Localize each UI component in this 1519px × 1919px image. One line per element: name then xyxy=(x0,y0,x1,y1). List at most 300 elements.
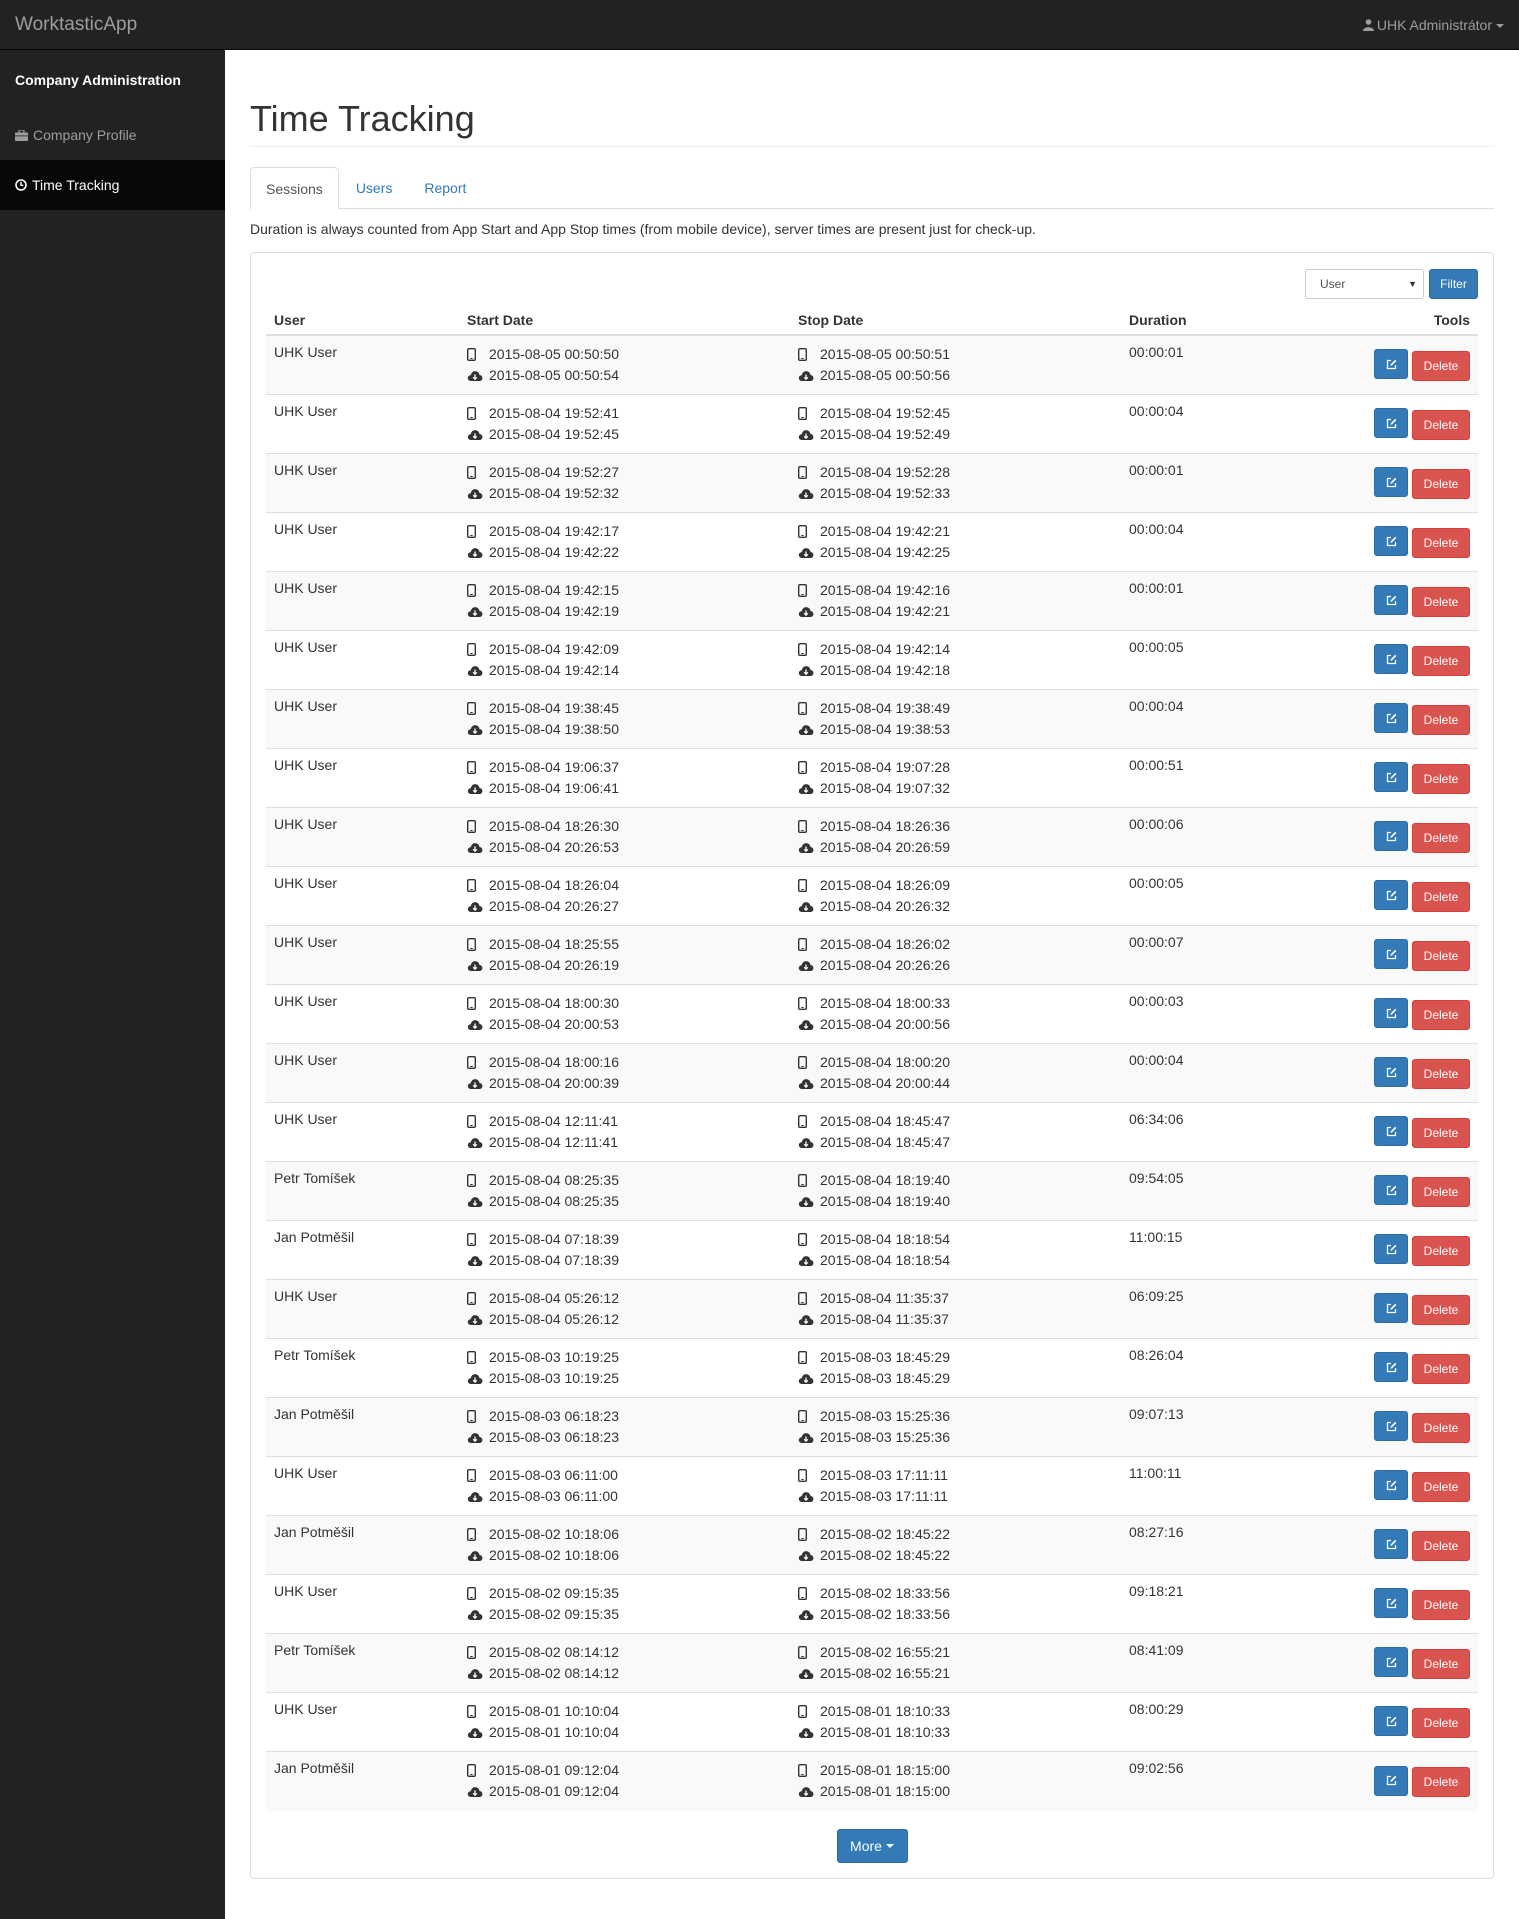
cell-start-date xyxy=(459,1693,790,1752)
cell-stop-date xyxy=(790,1398,1121,1457)
mobile-icon xyxy=(798,1587,820,1600)
delete-button[interactable]: Delete xyxy=(1412,1531,1470,1561)
delete-button[interactable]: Delete xyxy=(1412,528,1470,558)
delete-button[interactable]: Delete xyxy=(1412,1000,1470,1030)
cell-duration: 00:00:05 xyxy=(1121,631,1301,690)
start-app-time: 2015-08-04 12:11:41 xyxy=(489,1113,618,1129)
cell-tools xyxy=(1301,1457,1478,1516)
delete-button[interactable]: Delete xyxy=(1412,1354,1470,1384)
edit-icon xyxy=(1386,595,1397,606)
cloud-download-icon xyxy=(798,1432,820,1444)
stop-app-time: 2015-08-04 19:07:28 xyxy=(820,759,950,775)
cloud-download-icon xyxy=(798,1373,820,1385)
delete-button[interactable]: Delete xyxy=(1412,410,1470,440)
edit-button[interactable] xyxy=(1374,998,1408,1028)
cloud-download-icon xyxy=(798,1078,820,1090)
mobile-icon xyxy=(798,1469,820,1482)
cell-tools xyxy=(1301,1575,1478,1634)
sidebar-item-company-profile[interactable] xyxy=(0,110,225,160)
mobile-icon xyxy=(798,1174,820,1187)
cloud-download-icon xyxy=(467,1373,489,1385)
start-server-time: 2015-08-03 10:19:25 xyxy=(489,1370,619,1386)
table-row xyxy=(266,1634,1478,1693)
cell-tools xyxy=(1301,335,1478,395)
cloud-download-icon xyxy=(467,429,489,441)
stop-server-time: 2015-08-04 19:42:25 xyxy=(820,544,950,560)
edit-button[interactable] xyxy=(1374,1057,1408,1087)
table-row xyxy=(266,335,1478,395)
caret-down-icon xyxy=(886,1844,894,1848)
delete-button[interactable]: Delete xyxy=(1412,1649,1470,1679)
mobile-icon xyxy=(467,1056,489,1069)
table-row xyxy=(266,1752,1478,1811)
cell-tools xyxy=(1301,985,1478,1044)
mobile-icon xyxy=(798,1705,820,1718)
cloud-download-icon xyxy=(467,1314,489,1326)
mobile-icon xyxy=(798,702,820,715)
filter-button[interactable]: Filter xyxy=(1429,269,1478,299)
cell-duration: 00:00:05 xyxy=(1121,867,1301,926)
stop-app-time: 2015-08-01 18:10:33 xyxy=(820,1703,950,1719)
cell-user: UHK User xyxy=(266,1457,459,1516)
table-row xyxy=(266,513,1478,572)
sessions-panel xyxy=(250,252,1494,1879)
caret-down-icon xyxy=(1496,24,1504,28)
cell-stop-date xyxy=(790,572,1121,631)
stop-app-time: 2015-08-05 00:50:51 xyxy=(820,346,950,362)
delete-button[interactable]: Delete xyxy=(1412,1413,1470,1443)
delete-button[interactable]: Delete xyxy=(1412,469,1470,499)
edit-button[interactable] xyxy=(1374,762,1408,792)
cell-start-date xyxy=(459,1516,790,1575)
cell-user: UHK User xyxy=(266,454,459,513)
sessions-table xyxy=(266,305,1478,1811)
stop-app-time: 2015-08-02 18:45:22 xyxy=(820,1526,950,1542)
delete-button[interactable]: Delete xyxy=(1412,882,1470,912)
cell-user: UHK User xyxy=(266,631,459,690)
column-header-start-date: Start Date xyxy=(459,305,790,335)
cloud-download-icon xyxy=(467,370,489,382)
cell-tools xyxy=(1301,690,1478,749)
tab-sessions[interactable]: Sessions xyxy=(250,167,339,210)
edit-button[interactable] xyxy=(1374,1470,1408,1500)
cell-duration: 09:02:56 xyxy=(1121,1752,1301,1811)
cell-start-date xyxy=(459,1575,790,1634)
cell-duration: 06:34:06 xyxy=(1121,1103,1301,1162)
cell-tools xyxy=(1301,1221,1478,1280)
delete-button[interactable]: Delete xyxy=(1412,1059,1470,1089)
edit-button[interactable] xyxy=(1374,408,1408,438)
edit-icon xyxy=(1386,1303,1397,1314)
edit-button[interactable] xyxy=(1374,1706,1408,1736)
table-row xyxy=(266,1221,1478,1280)
start-app-time: 2015-08-01 10:10:04 xyxy=(489,1703,619,1719)
mobile-icon xyxy=(467,348,489,361)
briefcase-icon xyxy=(15,130,28,141)
cloud-download-icon xyxy=(467,547,489,559)
delete-button[interactable]: Delete xyxy=(1412,941,1470,971)
cell-start-date xyxy=(459,335,790,395)
start-server-time: 2015-08-01 10:10:04 xyxy=(489,1724,619,1740)
mobile-icon xyxy=(467,407,489,420)
cell-user: Petr Tomíšek xyxy=(266,1339,459,1398)
cell-user: UHK User xyxy=(266,513,459,572)
user-name: UHK Administrátor xyxy=(1376,17,1492,33)
cell-tools xyxy=(1301,1693,1478,1752)
start-server-time: 2015-08-04 19:52:45 xyxy=(489,426,619,442)
delete-button[interactable]: Delete xyxy=(1412,705,1470,735)
stop-server-time: 2015-08-05 00:50:56 xyxy=(820,367,950,383)
edit-button[interactable] xyxy=(1374,644,1408,674)
cloud-download-icon xyxy=(798,1196,820,1208)
edit-icon xyxy=(1386,713,1397,724)
stop-app-time: 2015-08-04 18:00:20 xyxy=(820,1054,950,1070)
cell-duration: 00:00:07 xyxy=(1121,926,1301,985)
mobile-icon xyxy=(798,584,820,597)
cell-tools xyxy=(1301,867,1478,926)
column-header-duration: Duration xyxy=(1121,305,1301,335)
cell-tools xyxy=(1301,1752,1478,1811)
stop-server-time: 2015-08-02 16:55:21 xyxy=(820,1665,950,1681)
edit-icon xyxy=(1386,1657,1397,1668)
delete-button[interactable]: Delete xyxy=(1412,1177,1470,1207)
start-server-time: 2015-08-04 12:11:41 xyxy=(489,1134,618,1150)
cloud-download-icon xyxy=(467,1668,489,1680)
delete-button[interactable]: Delete xyxy=(1412,351,1470,381)
delete-button[interactable]: Delete xyxy=(1412,1590,1470,1620)
table-row xyxy=(266,926,1478,985)
cell-user: UHK User xyxy=(266,1280,459,1339)
edit-button[interactable] xyxy=(1374,1766,1408,1796)
cell-user: UHK User xyxy=(266,1693,459,1752)
mobile-icon xyxy=(798,1410,820,1423)
filter-row xyxy=(266,267,1478,300)
table-row xyxy=(266,985,1478,1044)
stop-app-time: 2015-08-02 18:33:56 xyxy=(820,1585,950,1601)
brand-link[interactable]: WorktasticApp xyxy=(15,14,138,35)
mobile-icon xyxy=(798,1528,820,1541)
cloud-download-icon xyxy=(467,724,489,736)
mobile-icon xyxy=(467,1410,489,1423)
cloud-download-icon xyxy=(798,842,820,854)
clock-icon xyxy=(15,179,27,191)
cell-tools xyxy=(1301,749,1478,808)
edit-button[interactable] xyxy=(1374,1529,1408,1559)
page-title: Time Tracking xyxy=(250,50,1494,147)
cloud-download-icon xyxy=(798,665,820,677)
stop-server-time: 2015-08-02 18:33:56 xyxy=(820,1606,950,1622)
edit-icon xyxy=(1386,1067,1397,1078)
cloud-download-icon xyxy=(467,1196,489,1208)
edit-button[interactable] xyxy=(1374,1647,1408,1677)
edit-icon xyxy=(1386,536,1397,547)
start-app-time: 2015-08-04 19:42:17 xyxy=(489,523,619,539)
cloud-download-icon xyxy=(798,1255,820,1267)
cell-duration: 09:54:05 xyxy=(1121,1162,1301,1221)
start-app-time: 2015-08-02 10:18:06 xyxy=(489,1526,619,1542)
edit-button[interactable] xyxy=(1374,1116,1408,1146)
tab-users[interactable]: Users xyxy=(355,180,393,196)
cell-user: UHK User xyxy=(266,1044,459,1103)
cell-stop-date xyxy=(790,454,1121,513)
cloud-download-icon xyxy=(467,1727,489,1739)
cloud-download-icon xyxy=(798,488,820,500)
table-row xyxy=(266,1339,1478,1398)
mobile-icon xyxy=(467,820,489,833)
stop-server-time: 2015-08-04 18:18:54 xyxy=(820,1252,950,1268)
table-row xyxy=(266,690,1478,749)
cell-duration: 00:00:01 xyxy=(1121,572,1301,631)
mobile-icon xyxy=(798,348,820,361)
table-row xyxy=(266,395,1478,454)
cloud-download-icon xyxy=(798,370,820,382)
table-row xyxy=(266,1516,1478,1575)
sidebar-header: Company Administration xyxy=(15,72,181,88)
edit-icon xyxy=(1386,1244,1397,1255)
cell-start-date xyxy=(459,395,790,454)
mobile-icon xyxy=(798,1115,820,1128)
user-filter-select[interactable] xyxy=(1305,269,1424,299)
edit-button[interactable] xyxy=(1374,467,1408,497)
start-app-time: 2015-08-04 19:42:09 xyxy=(489,641,619,657)
column-header-tools: Tools xyxy=(1301,305,1478,335)
cell-stop-date xyxy=(790,749,1121,808)
user-icon xyxy=(1363,18,1374,34)
cell-start-date xyxy=(459,1280,790,1339)
start-server-time: 2015-08-02 08:14:12 xyxy=(489,1665,619,1681)
mobile-icon xyxy=(467,997,489,1010)
cell-stop-date xyxy=(790,1457,1121,1516)
mobile-icon xyxy=(467,1351,489,1364)
select-value: User xyxy=(1320,276,1346,291)
edit-button[interactable] xyxy=(1374,1293,1408,1323)
cell-stop-date xyxy=(790,1280,1121,1339)
delete-button[interactable]: Delete xyxy=(1412,764,1470,794)
cell-stop-date xyxy=(790,808,1121,867)
start-server-time: 2015-08-04 07:18:39 xyxy=(489,1252,619,1268)
edit-button[interactable] xyxy=(1374,1175,1408,1205)
cell-stop-date xyxy=(790,690,1121,749)
cell-start-date xyxy=(459,631,790,690)
start-server-time: 2015-08-04 05:26:12 xyxy=(489,1311,619,1327)
stop-app-time: 2015-08-04 18:26:09 xyxy=(820,877,950,893)
cloud-download-icon xyxy=(467,1019,489,1031)
cloud-download-icon xyxy=(798,724,820,736)
cell-user: UHK User xyxy=(266,985,459,1044)
cloud-download-icon xyxy=(798,547,820,559)
delete-button[interactable]: Delete xyxy=(1412,1767,1470,1797)
start-app-time: 2015-08-04 05:26:12 xyxy=(489,1290,619,1306)
delete-button[interactable]: Delete xyxy=(1412,823,1470,853)
mobile-icon xyxy=(798,1646,820,1659)
stop-app-time: 2015-08-04 18:00:33 xyxy=(820,995,950,1011)
cloud-download-icon xyxy=(467,1432,489,1444)
start-server-time: 2015-08-04 19:38:50 xyxy=(489,721,619,737)
stop-server-time: 2015-08-03 18:45:29 xyxy=(820,1370,950,1386)
start-app-time: 2015-08-04 18:26:30 xyxy=(489,818,619,834)
mobile-icon xyxy=(798,938,820,951)
stop-app-time: 2015-08-04 18:18:54 xyxy=(820,1231,950,1247)
delete-button[interactable]: Delete xyxy=(1412,1708,1470,1738)
edit-icon xyxy=(1386,949,1397,960)
mobile-icon xyxy=(798,1351,820,1364)
cloud-download-icon xyxy=(467,1609,489,1621)
cell-duration: 00:00:04 xyxy=(1121,395,1301,454)
stop-app-time: 2015-08-03 18:45:29 xyxy=(820,1349,950,1365)
stop-server-time: 2015-08-02 18:45:22 xyxy=(820,1547,950,1563)
edit-button[interactable] xyxy=(1374,526,1408,556)
cell-stop-date xyxy=(790,631,1121,690)
cell-stop-date xyxy=(790,1575,1121,1634)
cell-duration: 00:00:01 xyxy=(1121,454,1301,513)
mobile-icon xyxy=(467,702,489,715)
stop-server-time: 2015-08-04 18:45:47 xyxy=(820,1134,950,1150)
edit-icon xyxy=(1386,1598,1397,1609)
stop-server-time: 2015-08-04 19:07:32 xyxy=(820,780,950,796)
cell-start-date xyxy=(459,690,790,749)
start-server-time: 2015-08-02 10:18:06 xyxy=(489,1547,619,1563)
cell-stop-date xyxy=(790,1693,1121,1752)
edit-button[interactable] xyxy=(1374,1234,1408,1264)
edit-icon xyxy=(1386,1008,1397,1019)
cell-tools xyxy=(1301,808,1478,867)
cell-stop-date xyxy=(790,513,1121,572)
cell-start-date xyxy=(459,1103,790,1162)
edit-icon xyxy=(1386,1539,1397,1550)
delete-button[interactable]: Delete xyxy=(1412,1472,1470,1502)
delete-button[interactable]: Delete xyxy=(1412,1295,1470,1325)
stop-server-time: 2015-08-04 19:52:49 xyxy=(820,426,950,442)
stop-server-time: 2015-08-04 18:19:40 xyxy=(820,1193,950,1209)
start-app-time: 2015-08-02 09:15:35 xyxy=(489,1585,619,1601)
tab-report[interactable]: Report xyxy=(424,180,467,196)
stop-app-time: 2015-08-04 19:52:45 xyxy=(820,405,950,421)
mobile-icon xyxy=(467,1646,489,1659)
mobile-icon xyxy=(467,1115,489,1128)
edit-button[interactable] xyxy=(1374,349,1408,379)
cloud-download-icon xyxy=(798,1019,820,1031)
cloud-download-icon xyxy=(467,606,489,618)
start-app-time: 2015-08-04 18:25:55 xyxy=(489,936,619,952)
edit-button[interactable] xyxy=(1374,939,1408,969)
cell-tools xyxy=(1301,1162,1478,1221)
stop-server-time: 2015-08-04 20:26:59 xyxy=(820,839,950,855)
delete-button[interactable]: Delete xyxy=(1412,1236,1470,1266)
stop-server-time: 2015-08-04 19:42:21 xyxy=(820,603,950,619)
stop-app-time: 2015-08-04 18:45:47 xyxy=(820,1113,950,1129)
delete-button[interactable]: Delete xyxy=(1412,1118,1470,1148)
edit-icon xyxy=(1386,1421,1397,1432)
mobile-icon xyxy=(467,1233,489,1246)
stop-app-time: 2015-08-04 19:42:14 xyxy=(820,641,950,657)
edit-button[interactable] xyxy=(1374,1588,1408,1618)
edit-icon xyxy=(1386,890,1397,901)
edit-icon xyxy=(1386,1480,1397,1491)
cell-user: UHK User xyxy=(266,335,459,395)
start-server-time: 2015-08-04 19:42:19 xyxy=(489,603,619,619)
delete-button[interactable]: Delete xyxy=(1412,646,1470,676)
cell-user: UHK User xyxy=(266,808,459,867)
cell-start-date xyxy=(459,926,790,985)
edit-icon xyxy=(1386,1775,1397,1786)
mobile-icon xyxy=(798,820,820,833)
mobile-icon xyxy=(798,1292,820,1305)
cloud-download-icon xyxy=(798,1314,820,1326)
cell-user: UHK User xyxy=(266,749,459,808)
cell-tools xyxy=(1301,1339,1478,1398)
mobile-icon xyxy=(467,1764,489,1777)
start-app-time: 2015-08-04 19:38:45 xyxy=(489,700,619,716)
start-app-time: 2015-08-03 06:18:23 xyxy=(489,1408,619,1424)
cell-start-date xyxy=(459,1162,790,1221)
start-server-time: 2015-08-03 06:18:23 xyxy=(489,1429,619,1445)
cloud-download-icon xyxy=(467,488,489,500)
cell-stop-date xyxy=(790,985,1121,1044)
stop-server-time: 2015-08-04 19:42:18 xyxy=(820,662,950,678)
edit-button[interactable] xyxy=(1374,585,1408,615)
more-wrap xyxy=(266,1829,1478,1863)
cloud-download-icon xyxy=(467,1786,489,1798)
edit-button[interactable] xyxy=(1374,1352,1408,1382)
sidebar xyxy=(0,50,225,1919)
stop-app-time: 2015-08-04 19:38:49 xyxy=(820,700,950,716)
edit-button[interactable] xyxy=(1374,880,1408,910)
start-server-time: 2015-08-04 20:00:53 xyxy=(489,1016,619,1032)
more-button[interactable] xyxy=(837,1829,908,1863)
table-header-row xyxy=(266,305,1478,335)
stop-server-time: 2015-08-04 11:35:37 xyxy=(820,1311,949,1327)
start-app-time: 2015-08-04 19:52:27 xyxy=(489,464,619,480)
start-app-time: 2015-08-03 06:11:00 xyxy=(489,1467,618,1483)
mobile-icon xyxy=(467,466,489,479)
mobile-icon xyxy=(467,1705,489,1718)
delete-button[interactable]: Delete xyxy=(1412,587,1470,617)
mobile-icon xyxy=(798,407,820,420)
cell-tools xyxy=(1301,454,1478,513)
cell-stop-date xyxy=(790,1103,1121,1162)
cell-stop-date xyxy=(790,926,1121,985)
column-header-stop-date: Stop Date xyxy=(790,305,1121,335)
stop-server-time: 2015-08-04 19:52:33 xyxy=(820,485,950,501)
user-menu-dropdown[interactable] xyxy=(1363,17,1504,34)
cell-duration: 08:27:16 xyxy=(1121,1516,1301,1575)
edit-button[interactable] xyxy=(1374,703,1408,733)
mobile-icon xyxy=(798,1233,820,1246)
mobile-icon xyxy=(798,997,820,1010)
edit-button[interactable] xyxy=(1374,1411,1408,1441)
start-server-time: 2015-08-04 20:00:39 xyxy=(489,1075,619,1091)
cell-start-date xyxy=(459,985,790,1044)
start-server-time: 2015-08-03 06:11:00 xyxy=(489,1488,618,1504)
stop-app-time: 2015-08-04 19:42:16 xyxy=(820,582,950,598)
mobile-icon xyxy=(467,1292,489,1305)
edit-icon xyxy=(1386,359,1397,370)
cell-tools xyxy=(1301,572,1478,631)
start-server-time: 2015-08-04 19:42:22 xyxy=(489,544,619,560)
sidebar-item-time-tracking[interactable] xyxy=(0,160,225,210)
start-app-time: 2015-08-04 08:25:35 xyxy=(489,1172,619,1188)
main-content xyxy=(250,50,1494,1879)
cell-stop-date xyxy=(790,1339,1121,1398)
cell-user: Petr Tomíšek xyxy=(266,1162,459,1221)
cell-stop-date xyxy=(790,1044,1121,1103)
mobile-icon xyxy=(467,879,489,892)
cloud-download-icon xyxy=(467,665,489,677)
cell-tools xyxy=(1301,1398,1478,1457)
start-app-time: 2015-08-04 19:06:37 xyxy=(489,759,619,775)
start-server-time: 2015-08-04 19:42:14 xyxy=(489,662,619,678)
edit-button[interactable] xyxy=(1374,821,1408,851)
